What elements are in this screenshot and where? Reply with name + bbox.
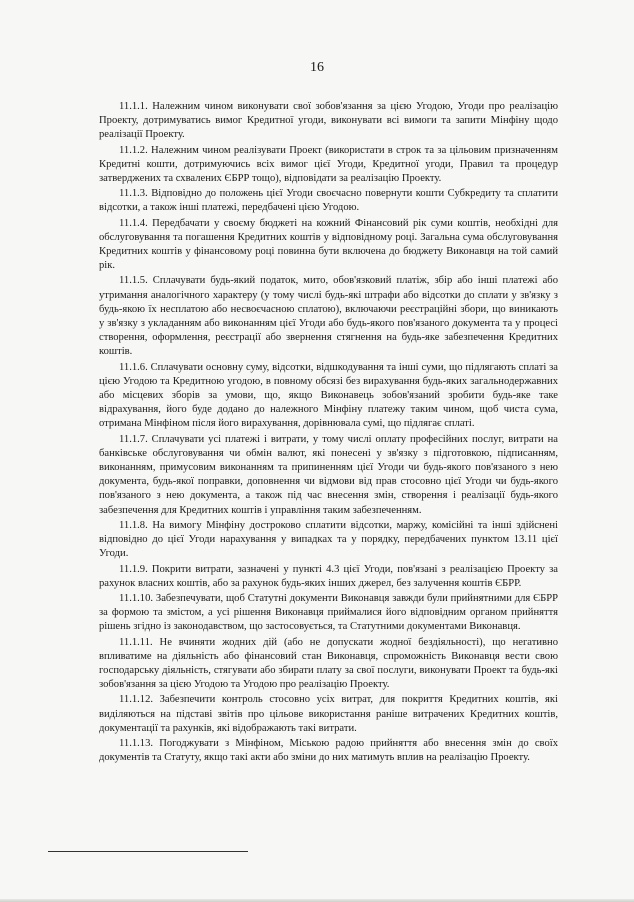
- clause-11-1-3: 11.1.3. Відповідно до положень цієї Угоди своєчасно повернути кошти Субкредиту та сплатити відсотки, а також інші платежі, передбачені цією Угодою.: [99, 188, 558, 214]
- clause-11-1-13: 11.1.13. Погоджувати з Мінфіном, Міською радою прийняття або внесення змін до своїх документів та Статуту, якщо такі акти або зміни до них матимуть вплив на реалізацію Проекту.: [99, 737, 558, 764]
- clause-11-1-4: 11.1.4. Передбачати у своєму бюджеті на кожний Фінансовий рік суми коштів, необхідні для обслуговування та погашення Кредитних коштів у відповідному році. Загальна сума обслуговування Кредитних коштів у фінансовому році повинна бути включена до бюджету Виконавця на той самий рік.: [99, 217, 558, 272]
- clause-11-1-2: 11.1.2. Належним чином реалізувати Проект (використати в строк та за цільовим призначенням Кредитні кошти, дотримуючись всіх вимог цієї Угоди, Кредитної угоди, Правил та процедур затверджених та схвалених ЄБРР тощо), відповідати за реалізацію Проекту.: [99, 144, 558, 185]
- document-body: [99, 100, 558, 766]
- clause-11-1-6: 11.1.6. Сплачувати основну суму, відсотки, відшкодування та інші суми, що підлягають сплаті за цією Угодою та Кредитною угодою, в повному обсязі без вирахування будь-яких загальнодержавних або місцевих зборів за умови, що, якщо Виконавець зобов'язаний зробити будь-яке таке відрахування, його буде додано до належного Мінфіну платежу таким чином, щоб чиста сума, отримана Мінфіном після його вирахування, дорівнювала сумі, що підлягає сплаті.: [99, 361, 558, 430]
- footnote-divider: [48, 851, 248, 852]
- clause-11-1-12: 11.1.12. Забезпечити контроль стосовно усіх витрат, для покриття Кредитних коштів, які виділяються на підставі звітів про цільове використання раніше витрачених Кредитних коштів, документації та рахунків, які відображають такі витрати.: [99, 694, 558, 734]
- clause-11-1-7: 11.1.7. Сплачувати усі платежі і витрати, у тому числі оплату професійних послуг, витрати на банківське обслуговування чи обмін валют, які понесені у зв'язку з підготовкою, підписанням, виконанням, примусовим виконанням та припиненням цієї Угоди чи будь-якого пов'язаного з нею документа, будь-якої поправки, доповнення чи відмови від прав стосовно цієї Угоди чи будь-якого пов'язаного з нею документа, а також під час внесення змін, створення і реалізації будь-якого забезпечення для Кредитних коштів і управління таким забезпеченням.: [99, 433, 558, 516]
- clause-11-1-5: 11.1.5. Сплачувати будь-який податок, мито, обов'язковий платіж, збір або інші платежі або утримання аналогічного характеру (у тому числі будь-які штрафи або відсотки до сплати у зв'язку з будь-якою їх несплатою або несвоєчасною сплатою), включаючи реєстраційні збори, що виникають у зв'язку з укладанням або виконанням цієї Угоди або будь-якого пов'язаного документа та у процесі створення, оформлення, реєстрації або звернення стягнення на будь-яке забезпечення Кредитних коштів.: [99, 275, 558, 358]
- clause-11-1-8: 11.1.8. На вимогу Мінфіну достроково сплатити відсотки, маржу, комісійні та інші здійснені відповідно до цієї Угоди нарахування у випадках та у порядку, передбачених пунктом 13.11 цієї Угоди.: [99, 519, 558, 560]
- page-number: 16: [310, 60, 324, 75]
- clause-11-1-10: 11.1.10. Забезпечувати, щоб Статутні документи Виконавця завжди були прийнятними для ЄБРР за формою та змістом, а усі рішення Виконавця приймалися його відповідним органом прийняття рішень згідно із законодавством, що застосовується, та Статутними документами Виконавця.: [99, 592, 558, 633]
- clause-11-1-11: 11.1.11. Не вчиняти жодних дій (або не допускати жодної бездіяльності), що негативно впливатиме на діяльність або фінансовий стан Виконавця, спроможність Виконавця вести свою господарську діяльність, стягувати або збирати плату за свої послуги, виконувати Проект та будь-які зобов'язання за цією Угодою та Угодою про реалізацію Проекту.: [99, 636, 558, 691]
- clause-11-1-1: 11.1.1. Належним чином виконувати свої зобов'язання за цією Угодою, Угоди про реалізацію Проекту, дотримуватись вимог Кредитної угоди, виконувати всі вимоги та запити Мінфіну щодо реалізації Проекту.: [99, 101, 558, 141]
- clause-11-1-9: 11.1.9. Покрити витрати, зазначені у пункті 4.3 цієї Угоди, пов'язані з реалізацією Проекту за рахунок власних коштів, або за рахунок будь-яких інших джерел, без залучення коштів ЄБРР.: [99, 563, 558, 589]
